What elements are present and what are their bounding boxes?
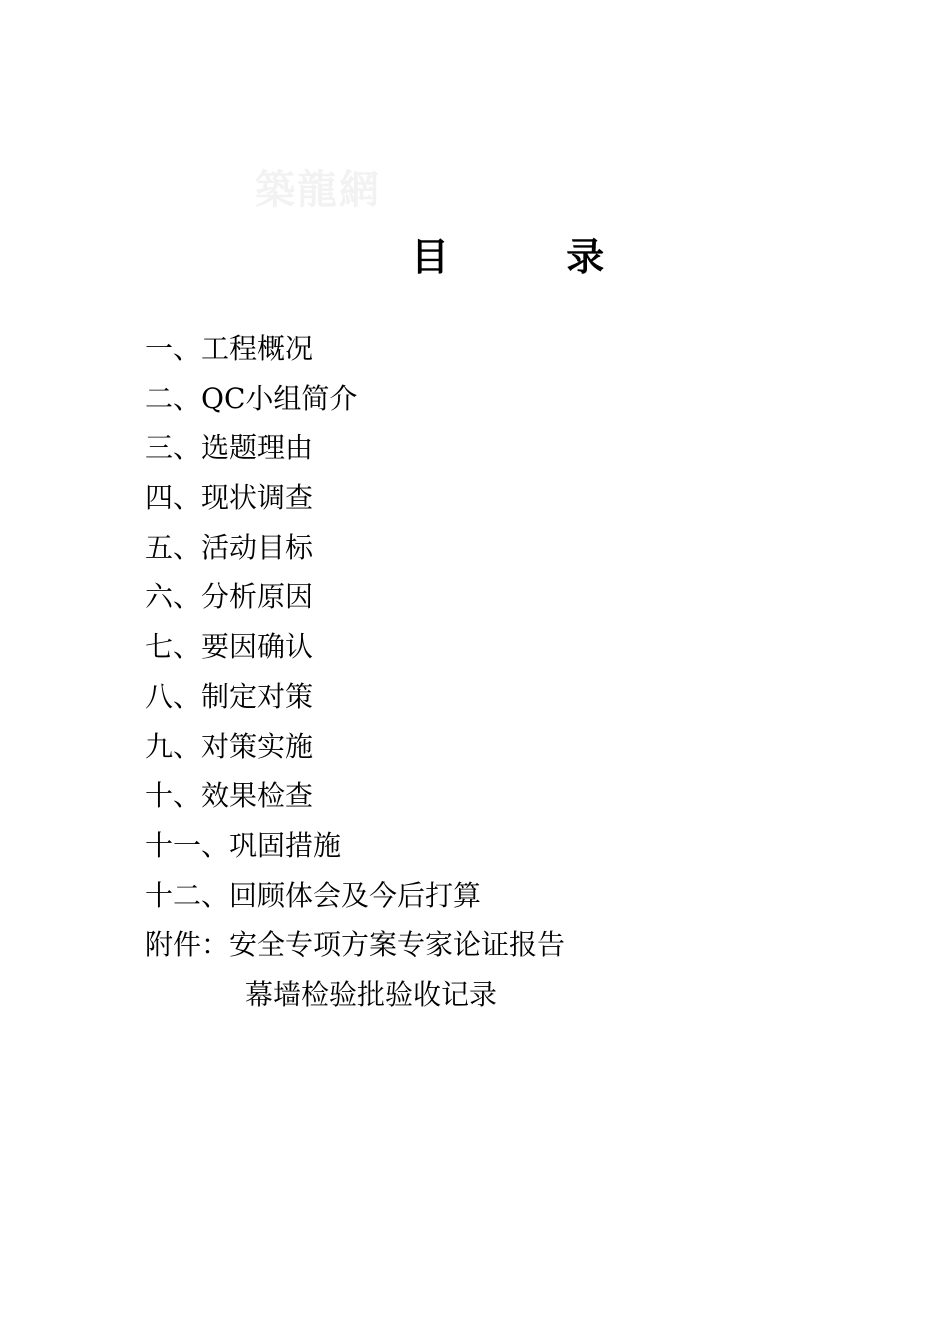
table-of-contents xyxy=(145,328,565,974)
toc-item: 八、制定对策 xyxy=(145,679,314,713)
toc-item: 一、工程概况 xyxy=(145,332,314,365)
toc-item-annex: 附件：安全专项方案专家论证报告 xyxy=(145,928,566,962)
toc-item-annex-second: 幕墙检验批验收记录 xyxy=(245,978,498,1011)
toc-item: 十二、回顾体会及今后打算 xyxy=(145,878,482,912)
page-title: 目 录 xyxy=(411,234,657,279)
toc-item: 十、效果检查 xyxy=(145,779,314,813)
toc-item: 四、现状调查 xyxy=(145,481,314,515)
watermark: 築龍網 xyxy=(255,166,381,213)
toc-item: 五、活动目标 xyxy=(145,530,314,564)
toc-item: 七、要因确认 xyxy=(145,630,314,664)
toc-item: 十一、巩固措施 xyxy=(145,828,342,862)
toc-item: 六、分析原因 xyxy=(145,580,314,614)
toc-item: 三、选题理由 xyxy=(145,431,314,465)
toc-item: 九、对策实施 xyxy=(145,729,314,763)
toc-item: 二、QC小组简介 xyxy=(145,381,358,415)
